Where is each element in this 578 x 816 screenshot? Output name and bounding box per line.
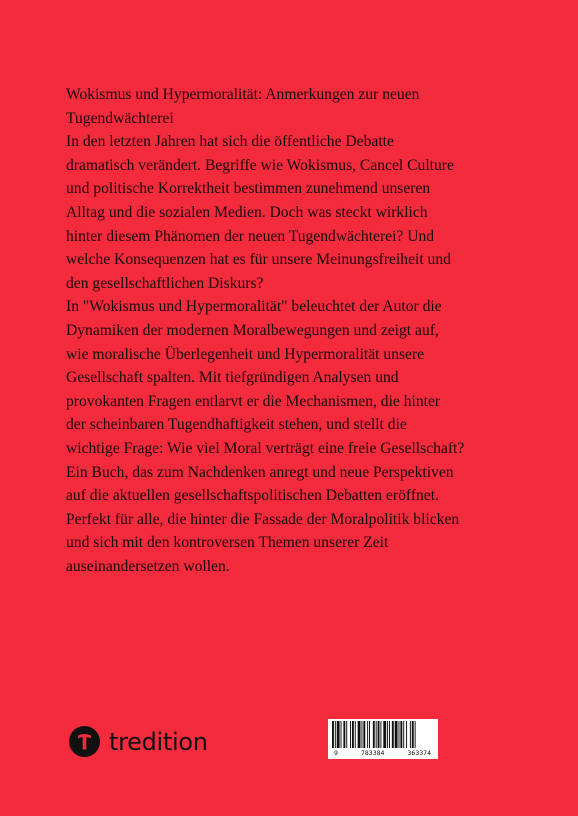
blurb-line: den gesellschaftlichen Diskurs?	[66, 274, 264, 292]
barcode-bar	[392, 721, 394, 748]
barcode-bar	[361, 721, 362, 748]
barcode-bar	[400, 721, 402, 748]
blurb-line: hinter diesem Phänomen der neuen Tugendwächterei? Und	[66, 227, 435, 245]
barcode-bar	[399, 721, 400, 748]
blurb-line: Tugendwächterei	[66, 109, 174, 127]
barcode-bar	[341, 721, 342, 748]
barcode-bar	[412, 721, 414, 748]
barcode-bar	[383, 721, 386, 748]
back-cover-blurb	[66, 83, 506, 578]
barcode-bar	[363, 721, 365, 748]
blurb-line: wie moralische Überlegenheit und Hypermoralität unsere	[66, 345, 425, 363]
barcode-bar	[406, 721, 407, 748]
barcode-digit-group: 783384	[360, 748, 385, 757]
blurb-line: Gesellschaft spalten. Mit tiefgründigen Analysen und	[66, 369, 399, 387]
barcode-bar	[346, 721, 347, 748]
blurb-line: wichtige Frage: Wie viel Moral verträgt eine freie Gesellschaft?	[66, 439, 465, 457]
barcode-bar	[403, 721, 404, 748]
blurb-line: welche Konsequenzen hat es für unsere Meinungsfreiheit und	[66, 251, 451, 269]
blurb-line: Dynamiken der modernen Moralbewegungen und zeigt auf,	[66, 321, 439, 339]
blurb-line: Wokismus und Hypermoralität: Anmerkungen zur neuen	[66, 86, 420, 103]
barcode-bar	[343, 721, 345, 748]
barcode-bar	[367, 721, 368, 748]
barcode-bars	[332, 721, 434, 748]
barcode-bar	[373, 721, 375, 748]
blurb-line: Ein Buch, das zum Nachdenken anregt und neue Perspektiven	[66, 463, 454, 481]
tredition-logo-icon	[69, 726, 100, 757]
barcode-bar	[387, 721, 388, 748]
barcode-bar	[337, 721, 340, 748]
barcode-number	[328, 750, 438, 757]
barcode-bar	[332, 721, 334, 748]
blurb-line: In den letzten Jahren hat sich die öffentliche Debatte	[66, 133, 394, 151]
blurb-line: In "Wokismus und Hypermoralität" beleuchtet der Autor die	[66, 298, 442, 316]
barcode-bar	[410, 721, 411, 748]
blurb-line: Alltag und die sozialen Medien. Doch was steckt wirklich	[66, 203, 428, 221]
blurb-line: der scheinbaren Tugendhaftigkeit stehen, und stellt die	[66, 416, 407, 434]
barcode-bar	[335, 721, 336, 748]
barcode-bar	[376, 721, 377, 748]
barcode-bar	[350, 721, 351, 748]
blurb-line: und sich mit den kontroversen Themen unserer Zeit	[66, 534, 389, 552]
blurb-line: provokanten Fragen entlarvt er die Mechanismen, die hinter	[66, 392, 441, 410]
barcode-bar	[378, 721, 380, 748]
blurb-line: auf die aktuellen gesellschaftspolitischen Debatten eröffnet.	[66, 487, 439, 505]
barcode-bar	[389, 721, 390, 748]
barcode-bar	[395, 721, 398, 748]
publisher-logo	[69, 726, 208, 757]
barcode-bar	[352, 721, 354, 748]
blurb-line: Perfekt für alle, die hinter die Fassade der Moralpolitik blicken	[66, 510, 460, 528]
blurb-line: auseinandersetzen wollen.	[66, 557, 230, 575]
blurb-line: und politische Korrektheit bestimmen zunehmend unseren	[66, 180, 431, 198]
barcode-bar	[415, 721, 416, 748]
isbn-barcode	[328, 719, 438, 759]
barcode-bar	[380, 721, 381, 748]
barcode-bar	[358, 721, 361, 748]
barcode-bar	[355, 721, 356, 748]
blurb-line: dramatisch verändert. Begriffe wie Wokismus, Cancel Culture	[66, 156, 454, 174]
barcode-digit-group: 363374	[407, 748, 431, 757]
publisher-name: tredition	[109, 727, 208, 756]
barcode-bar	[369, 721, 370, 748]
barcode-digit-group: 9	[334, 748, 338, 757]
